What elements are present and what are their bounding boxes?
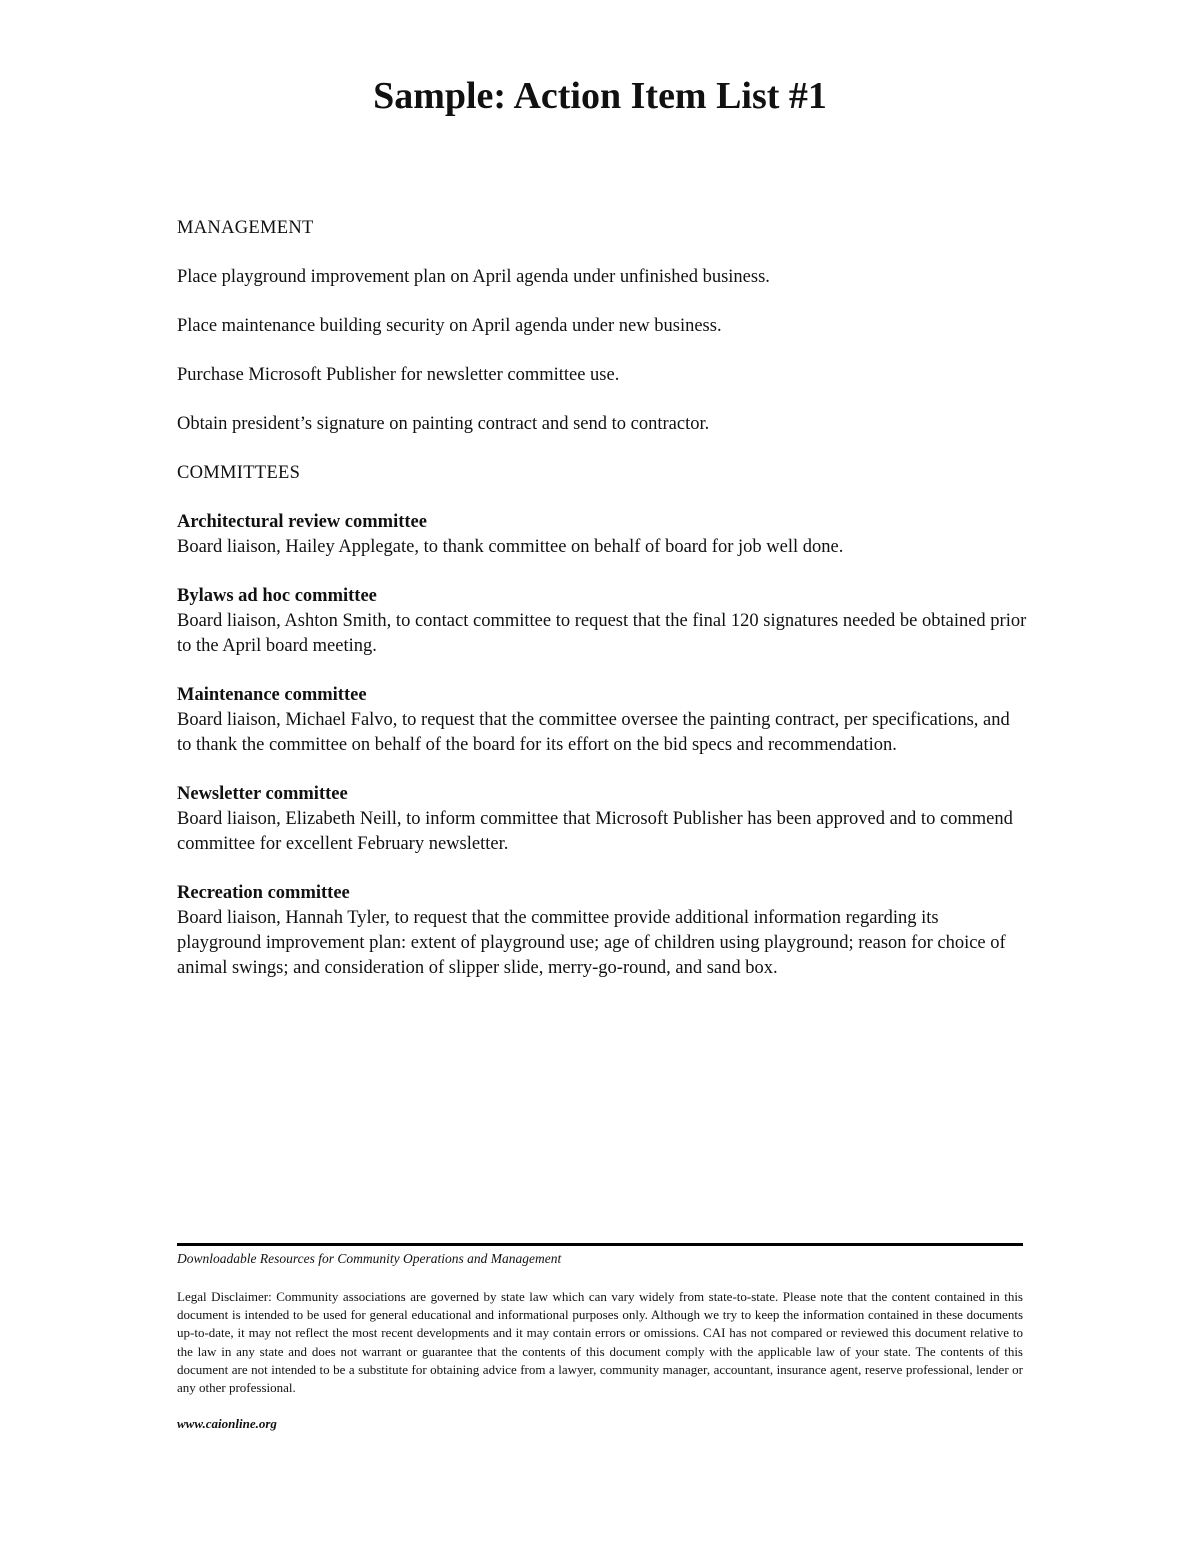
management-item: Place playground improvement plan on April agenda under unfinished business. — [177, 267, 770, 287]
page-footer — [177, 1243, 1023, 1433]
committee-name: Architectural review committee — [177, 512, 427, 532]
committee-entry — [177, 881, 1027, 981]
committee-name: Recreation committee — [177, 883, 350, 903]
committee-action: Board liaison, Ashton Smith, to contact committee to request that the final 120 signatures needed be obtained prior to the April board meeting. — [177, 611, 1027, 656]
committee-entry — [177, 584, 1027, 659]
committee-action: Board liaison, Hannah Tyler, to request that the committee provide additional information regarding its playground improvement plan: extent of playground use; age of children using playground; reason for choice of animal swings; and consideration of slipper slide, merry-go-round, and sand box. — [177, 908, 1006, 978]
committees-heading: COMMITTEES — [177, 463, 301, 483]
committee-action: Board liaison, Hailey Applegate, to thank committee on behalf of board for job well done. — [177, 537, 844, 557]
committee-action: Board liaison, Elizabeth Neill, to inform committee that Microsoft Publisher has been approved and to commend committee for excellent February newsletter. — [177, 809, 1013, 854]
management-heading: MANAGEMENT — [177, 218, 314, 238]
website-link[interactable]: www.caionline.org — [177, 1416, 277, 1432]
committee-action: Board liaison, Michael Falvo, to request that the committee oversee the painting contract, per specifications, and to thank the committee on behalf of the board for its effort on the bid specs and recommendation. — [177, 710, 1010, 755]
committee-name: Newsletter committee — [177, 784, 348, 804]
committee-entry — [177, 510, 1027, 560]
management-item: Place maintenance building security on April agenda under new business. — [177, 316, 722, 336]
footer-divider — [177, 1243, 1023, 1246]
legal-disclaimer: Legal Disclaimer: Community associations are governed by state law which can vary widely from state-to-state. Please note that the content contained in this document is intended to be used for general educational and informational purposes only. Although we try to keep the information contained in these documents up-to-date, it may not reflect the most recent developments and it may contain errors or omissions. CAI has not compared or reviewed this document relative to the law in any state and does not warrant or guarantee that the contents of this document comply with the applicable law of your state. The contents of this document are not intended to be a substitute for obtaining advice from a lawyer, community manager, accountant, insurance agent, reserve professional, lender or any other professional. — [177, 1289, 1023, 1396]
management-item: Obtain president’s signature on painting contract and send to contractor. — [177, 414, 710, 434]
management-item: Purchase Microsoft Publisher for newsletter committee use. — [177, 365, 620, 385]
committee-entry — [177, 683, 1027, 758]
committee-name: Maintenance committee — [177, 685, 367, 705]
committee-entry — [177, 782, 1027, 857]
committee-name: Bylaws ad hoc committee — [177, 586, 377, 606]
page-title: Sample: Action Item List #1 — [373, 75, 827, 117]
document-body — [177, 216, 1027, 1005]
footer-caption: Downloadable Resources for Community Operations and Management — [177, 1251, 562, 1266]
